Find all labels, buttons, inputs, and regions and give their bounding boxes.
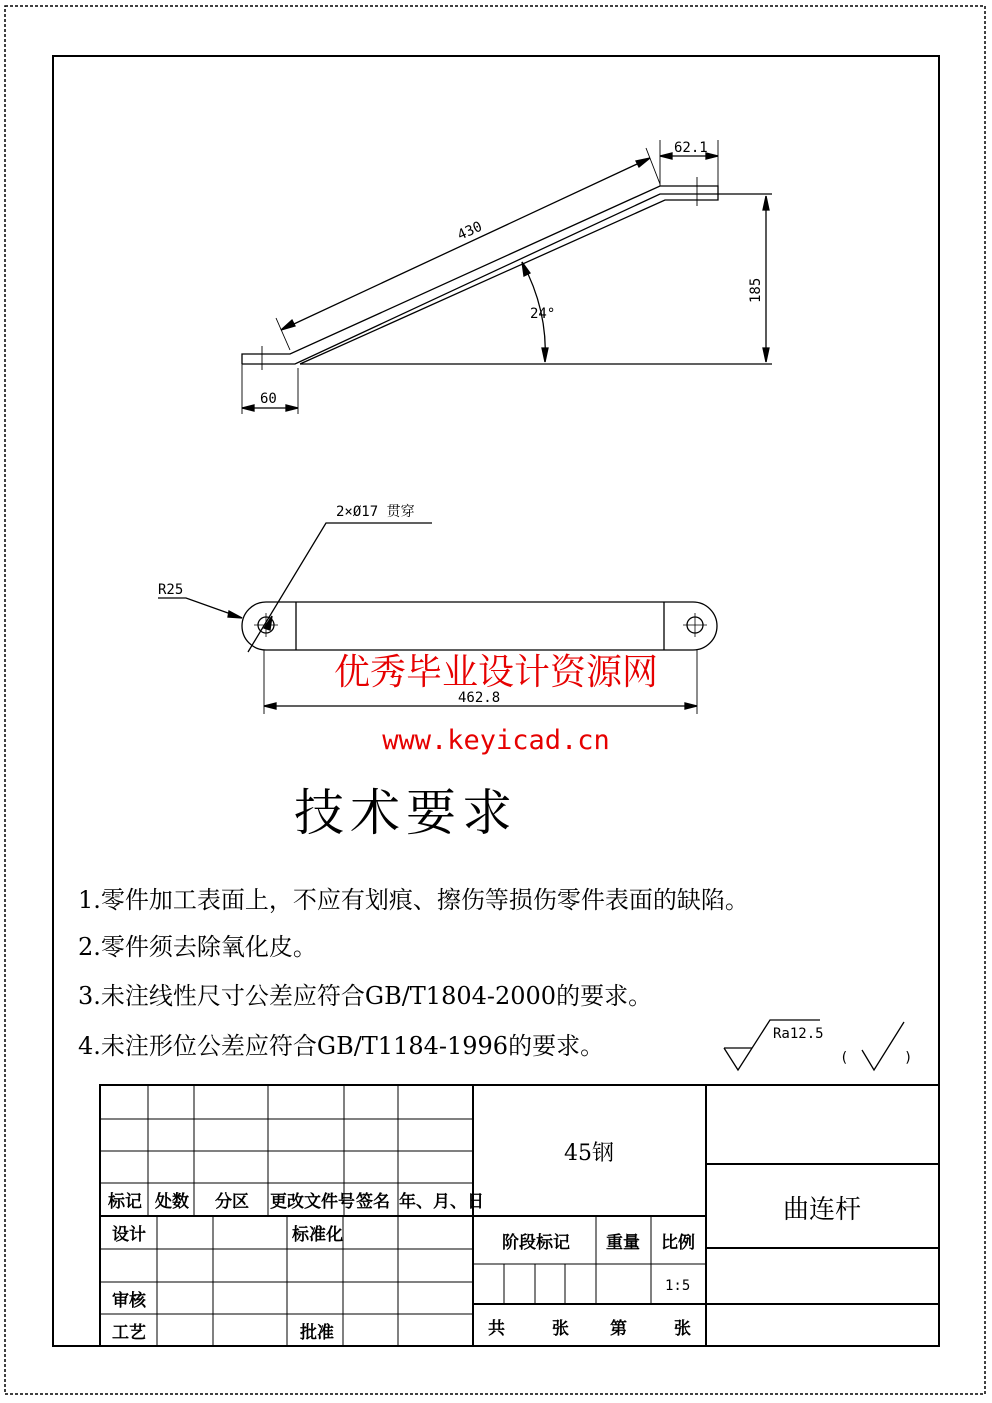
weight-label: 重量 (606, 1233, 640, 1253)
sheet-no-label: 第 (610, 1319, 627, 1339)
roughness-paren-right: ) (904, 1050, 913, 1066)
link-body-outline (242, 602, 717, 650)
radius-leader-arrow (228, 611, 242, 618)
hole-leader (248, 523, 432, 652)
rev-header-mark: 标记 (108, 1192, 142, 1212)
length-arrow-right (636, 158, 650, 167)
sheets-label: 张 (552, 1319, 569, 1339)
length-arrow-left (281, 320, 295, 330)
part-upper-edge (242, 194, 718, 364)
bottom-tab-label: 60 (260, 391, 277, 407)
angle-arrow-top (522, 262, 530, 276)
height-arrow-bottom (763, 348, 769, 362)
side-view (242, 140, 772, 414)
stage-mark-label: 阶段标记 (502, 1233, 570, 1253)
design-label: 设计 (112, 1225, 146, 1245)
total-label: 共 (488, 1319, 505, 1339)
length-extension-right (646, 148, 660, 184)
rev-header-sign: 签名 (356, 1192, 390, 1212)
top-tab-arrow-left (660, 153, 672, 159)
overall-length-label: 462.8 (458, 690, 501, 706)
part-outline (242, 186, 718, 364)
roughness-paren-left: ( (840, 1050, 849, 1066)
requirement-item-1: 1.零件加工表面上，不应有划痕、擦伤等损伤零件表面的缺陷。 (78, 886, 749, 914)
bottom-tab-arrow-left (242, 405, 254, 411)
rev-header-docno: 更改文件号 (270, 1192, 355, 1212)
height-arrow-top (763, 196, 769, 210)
scale-value: 1:5 (665, 1278, 691, 1294)
material-value: 45钢 (564, 1141, 614, 1166)
length-label: 430 (455, 218, 485, 244)
watermark-title: 优秀毕业设计资源网 (333, 652, 659, 693)
rev-header-count: 处数 (155, 1192, 189, 1212)
part-name: 曲连杆 (782, 1195, 862, 1225)
bottom-tab-arrow-right (286, 405, 298, 411)
requirement-item-4: 4.未注形位公差应符合GB/T1184-1996的要求。 (78, 1032, 605, 1060)
radius-label: R25 (158, 582, 184, 598)
requirements-title: 技术要求 (294, 784, 518, 842)
angle-arrow-bottom (542, 348, 548, 362)
roughness-mark-default (862, 1022, 904, 1070)
height-label: 185 (748, 277, 764, 303)
overall-arrow-left (264, 703, 276, 709)
review-label: 审核 (112, 1291, 146, 1311)
rev-header-date: 年、月、日 (399, 1192, 484, 1212)
approve-label: 批准 (300, 1323, 334, 1343)
process-label: 工艺 (112, 1323, 146, 1343)
requirement-item-3: 3.未注线性尺寸公差应符合GB/T1804-2000的要求。 (78, 982, 653, 1010)
length-dimension-line (281, 158, 650, 330)
top-tab-label: 62.1 (674, 140, 708, 156)
sheet-unit-label: 张 (674, 1319, 691, 1339)
roughness-value: Ra12.5 (773, 1026, 824, 1042)
hole-callout-label: 2×Ø17 贯穿 (336, 504, 415, 520)
overall-arrow-right (685, 703, 697, 709)
requirement-item-2: 2.零件须去除氧化皮。 (78, 933, 317, 961)
length-extension-left (276, 318, 290, 350)
standardize-label: 标准化 (292, 1225, 343, 1245)
scale-label: 比例 (661, 1233, 695, 1253)
rev-header-zone: 分区 (215, 1192, 249, 1212)
watermark-url: www.keyicad.cn (382, 725, 610, 756)
angle-label: 24° (530, 306, 556, 322)
top-tab-arrow-right (706, 153, 718, 159)
